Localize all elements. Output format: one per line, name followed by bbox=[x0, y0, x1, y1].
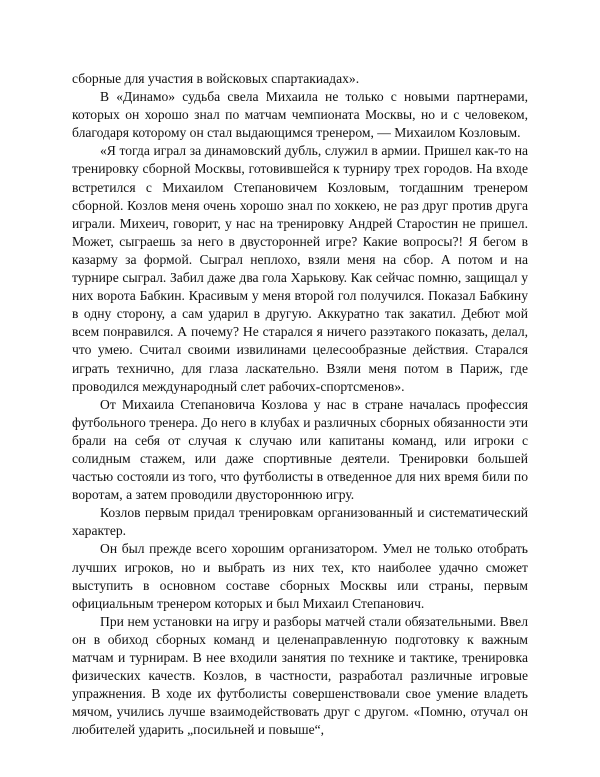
paragraph-7: При нем установки на игру и разборы матчей стали обязательными. Ввел он в обиход сборных команд и целенаправленную подготовку к важным матчам и турнирам. В нее входили занятия по технике и тактике, тренировка физических качеств. Козлов, в частности, разработал различные игровые упражнения. В ходе их футболисты совершенствовали свое умение владеть мячом, учились лучше взаимодействовать друг с другом. «Помню, отучал он любителей ударить „посильней и повыше“, bbox=[72, 613, 528, 738]
paragraph-6: Он был прежде всего хорошим организатором. Умел не только отобрать лучших игроков, но и выбрать из них тех, кто наиболее удачно сможет выступить в основном составе сборных Москвы или страны, первым официальным тренером которых и был Михаил Степанович. bbox=[72, 541, 528, 611]
paragraph-1: сборные для участия в войсковых спартакиадах». bbox=[72, 71, 360, 86]
paragraph-4: От Михаила Степановича Козлова у нас в стране началась профессия футбольного тренера. До него в клубах и различных сборных обязанности эти брали на себя от случая к случаю или капитаны команд, или игроки с солидным стажем, или даже спортивные деятели. Тренировки большей частью состояли из того, что футболисты в отведенное для них время били по воротам, а затем проводили двустороннюю игру. bbox=[72, 396, 528, 503]
paragraph-3-quote: «Я тогда играл за динамовский дубль, служил в армии. Пришел как-то на тренировку сборной Москвы, готовившейся к турниру трех городов. На входе встретился с Михаилом Степановичем Козловым, тогдашним тренером сборной. Козлов меня очень хорошо знал по хоккею, не раз друг против друга играли. Михеич, говорит, у нас на тренировку Андрей Старостин не пришел. Может, сыграешь за него в двусторонней игре? Какие вопросы?! Я бегом в казарму за формой. Сыграл неплохо, взяли меня на сбор. А потом и на турнире сыграл. Забил даже два гола Харькову. Как сейчас помню, защищал у них ворота Бабкин. Красивым у меня второй гол получился. Показал Бабкину в одну сторону, а сам ударил в другую. Аккуратно так закатил. Дебют мой всем понравился. А почему? Не старался я ничего разэтакого показать, делал, что умею. Считал своими извилинами целесообразные действия. Старался играть технично, для глаза ласкательно. Взяли меня потом в Париж, где проводился международный слет рабочих-спортсменов». bbox=[72, 143, 528, 394]
paragraph-5: Козлов первым придал тренировкам организованный и систематический характер. bbox=[72, 505, 528, 539]
book-page-text bbox=[72, 70, 528, 739]
paragraph-2: В «Динамо» судьба свела Михаила не только с новыми партнерами, которых он хорошо знал по матчам чемпионата Москвы, но и с человеком, благодаря которому он стал выдающимся тренером, — Михаилом Козловым. bbox=[72, 89, 528, 141]
